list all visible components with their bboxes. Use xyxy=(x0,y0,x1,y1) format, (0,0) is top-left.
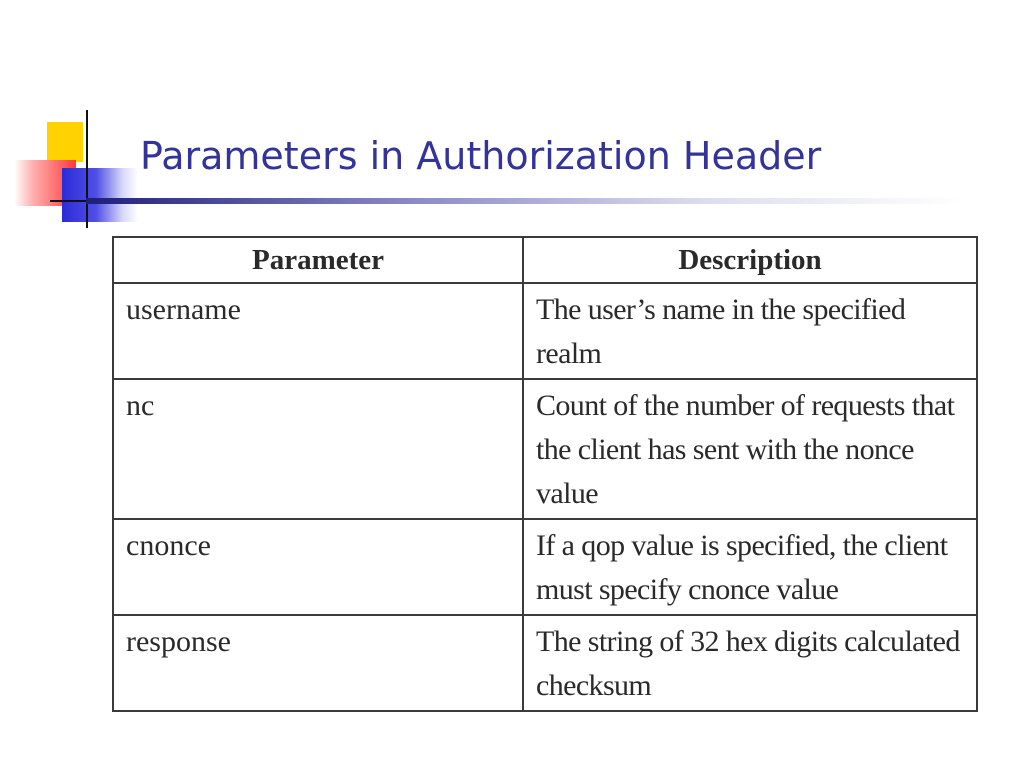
table-row xyxy=(113,615,977,711)
table-header-row xyxy=(113,237,977,283)
vertical-line-decoration xyxy=(86,110,88,228)
slide-logo-decoration xyxy=(0,0,160,240)
column-header-description: Description xyxy=(523,237,977,283)
yellow-square-decoration xyxy=(47,122,83,162)
description-cell: The string of 32 hex digits calculated checksum xyxy=(523,615,977,711)
description-cell: Count of the number of requests that the client has sent with the nonce value xyxy=(523,379,977,519)
parameters-table xyxy=(112,236,978,712)
description-cell: If a qop value is specified, the client must specify cnonce value xyxy=(523,519,977,615)
parameter-cell: nc xyxy=(113,379,523,519)
table-row xyxy=(113,519,977,615)
table-row xyxy=(113,379,977,519)
title-underline-rule xyxy=(86,198,966,204)
parameter-cell: cnonce xyxy=(113,519,523,615)
column-header-parameter: Parameter xyxy=(113,237,523,283)
parameter-cell: response xyxy=(113,615,523,711)
blue-square-decoration xyxy=(62,168,138,222)
parameter-cell: username xyxy=(113,283,523,379)
slide-title: Parameters in Authorization Header xyxy=(140,134,822,178)
table-row xyxy=(113,283,977,379)
description-cell: The user’s name in the specified realm xyxy=(523,283,977,379)
